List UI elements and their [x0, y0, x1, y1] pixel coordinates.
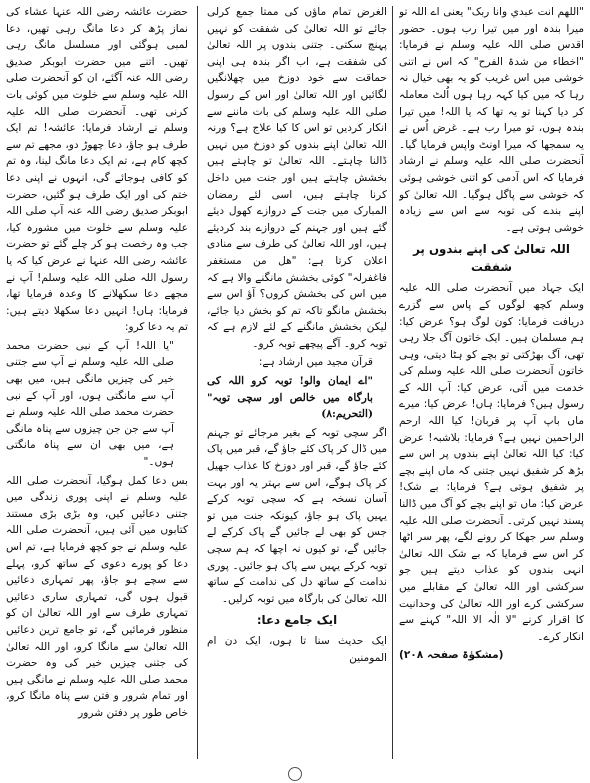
page-number-marker [288, 767, 302, 781]
right-column [399, 4, 584, 765]
paragraph: الغرض تمام ماؤں کی ممتا جمع کرلی جائے تو اللہ تعالیٰ کی شفقت کو نہیں پہنچ سکتی۔ جتنی بندوں پر اللہ تعالیٰ کی شفقت ہے، اب اگر بندہ ہی اپنی حماقت سے خود دوزخ میں چھلانگیں لگائیں اور اللہ تعالیٰ اور اس کے رسول صلی اللہ علیہ وسلم کی بات ماننے سے انکار کردیں تو اس کا کیا علاج ہے؟ ورنہ اللہ تعالیٰ اپنے بندوں کو دوزخ میں نہیں ڈالنا چاہتے۔ اللہ تعالیٰ تو چاہتے ہیں بخشش چاہتے ہیں اور جنت میں داخل کرنا چاہتے ہیں، اسی لئے رمضان المبارک میں جنت کے دروازے کھول دیئے گئے ہیں اور جہنم کے دروازے بند کردیئے ہیں، اور اللہ تعالیٰ کی طرف سے منادی اعلان کرتا ہے: "ھل من مستغفر فاغفرلہ" کوئی بخشش مانگنے والا ہے کہ میں اس کی بخشش کروں؟ آؤ اس سے بخشش مانگو تاکہ تم کو بخش دیا جائے، لیکن بخشش مانگنے کے لئے لازم ہے کہ توبہ کرو۔ آگے پیچھے توبہ کرو۔ [207, 6, 387, 350]
middle-column [207, 4, 387, 765]
paragraph: "اللهم انت عبدي وانا ربک" یعنی اے اللہ تو میرا بندہ اور میں تیرا رب ہوں۔ حضور اقدس صلی اللہ علیہ وسلم نے فرمایا: "اخطاء من شدۃ الفرح" کہ اس نے اتنی خوشی میں اس غریب کو یہ بھی خیال نہ رہا کہ میں کیا کہہ رہا ہوں اُلٹ معاملہ کر دیا کہنا تو یہ تھا کہ یا اللہ! میں تیرا بندہ ہوں، تو میرا رب ہے۔ غرض اُس نے یہ سمجھا کہ میرا اونٹ واپس فرمایا گیا۔ آنحضرت صلی اللہ علیہ وسلم نے ارشاد فرمایا کہ اس آدمی کو اتنی خوشی ہوئی کہ خوشی سے پاگل ہوگیا۔ اللہ تعالیٰ کو اپنے بندے کی توبہ سے اس سے زیادہ خوشی ہوتی ہے۔ [399, 6, 584, 234]
column-divider [197, 6, 198, 759]
column-divider [392, 6, 393, 759]
paragraph: قرآن مجید میں ارشاد ہے: [258, 356, 373, 369]
dua-quote: "یا اللہ! آپ کے نبی حضرت محمد صلی اللہ علیہ وسلم نے آپ سے جتنی خیر کی چیزیں مانگی ہیں، میں بھی آپ سے مانگتی ہوں، اور آپ کے نبی حضرت محمد صلی اللہ علیہ وسلم نے آپ سے جن جن چیزوں سے پناہ مانگی ہے، میں بھی ان سے پناہ مانگتی ہوں۔" [6, 339, 174, 469]
paragraph: اگر سچی توبہ کے بغیر مرجائے تو جہنم میں ڈال کر پاک کئے جاؤ گے، قبر میں پاک کئے جاؤ گے، قبر اور دوزخ کا عذاب جھیل کر پاک ہوگے، اس سے بہتر یہ اور بہت آسان نسخہ ہے کہ سچی توبہ کرکے یہیں پاک ہو جاؤ، کیونکہ جنت میں تو جس کو بھی لے جائیں گے پاک کرکے لے جائیں گے، تو کیوں نہ اچھا کہ ہم سچی توبہ کرکے یہیں سے پاک ہو جائیں۔ پوری ندامت کے ساتھ دل کی ندامت کے ساتھ اللہ تعالیٰ کی بارگاہ میں توبہ کرلیں۔ [207, 426, 387, 605]
paragraph: ایک جہاد میں آنحضرت صلی اللہ علیہ وسلم کچھ لوگوں کے پاس سے گزرے دریافت فرمایا: کون لوگ ہو؟ عرض کیا: ہم مسلمان ہیں۔ ایک خاتون آگ جلا رہی تھی، آگ بھڑکتی تو بچے کو ہٹا دیتی، وہی خاتون آنحضرت صلی اللہ علیہ وسلم کی خدمت میں آئی، عرض کیا: آپ اللہ کے رسول ہیں؟ فرمایا: ہاں! عرض کیا: میرے ماں باپ آپ پر قربان! کیا اللہ ارحم الراحمین نہیں ہے؟ فرمایا: بلاشبہ! عرض کیا: کیا اللہ تعالیٰ اپنے بندوں پر اس سے بڑھ کر شفیق نہیں جتنی کہ ماں اپنے بچے پر شفیق ہوتی ہے؟ فرمایا: بے شک! عرض کیا: ماں تو اپنے بچے کو آگ میں ڈالنا پسند نہیں کرتی۔ آنحضرت صلی اللہ علیہ وسلم سر جھکا کر رونے لگے، پھر سر اٹھا کر اس سے فرمایا کہ بے شک اللہ تعالیٰ انہی بندوں کو عذاب دیتے ہیں جو سرکشی اور اللہ تعالیٰ کے مقابلے میں سرکشی کرے اور اللہ تعالیٰ کی وحدانیت کا اقرار کرنے "لا الٰہ الا اللہ" کہنے سے انکار کرے۔ [399, 282, 584, 643]
quran-quote: "اے ایمان والو! توبہ کرو اللہ کی بارگاہ میں خالص اور سچی توبہ" (التحریم:۸) [207, 375, 373, 421]
section-heading: اللہ تعالیٰ کی اپنے بندوں پر شفقت [413, 242, 570, 275]
paragraph: ایک حدیث سنا تا ہوں، ایک دن ام المومنین [207, 635, 387, 664]
reference: (مشکوٰۃ صفحہ ۲۰۸) [399, 649, 504, 662]
left-column [6, 4, 188, 765]
section-heading: ایک جامع دعا: [256, 613, 338, 628]
paragraph: حضرت عائشہ رضی اللہ عنہا عشاء کی نماز پڑھ کر دعا مانگ رہی تھیں، دعا لمبی ہوگئی اور مسلسل مانگ رہی تھیں۔ اتنے میں حضرت ابوبکر صدیق رضی اللہ عنہ آگئے، ان کو آنحضرت صلی اللہ علیہ وسلم سے خلوت میں کوئی بات کرنی تھی۔ آنحضرت صلی اللہ علیہ وسلم نے ارشاد فرمایا: عائشہ! تم ایک طرف ہو جاؤ، دعا چھوڑ دو، مجھے تم سے کچھ کام ہے، تم ایک دعا مانگ لینا، وہ تم کو کافی ہوجائے گی، انہوں نے اپنی دعا ختم کی اور ایک طرف ہو گئیں، حضرت ابوبکر صدیق رضی اللہ عنہ آپ صلی اللہ علیہ وسلم سے خلوت میں مشورہ کیا، جب وہ رخصت ہو کر چلے گئے تو حضرت عائشہ رضی اللہ عنہا نے عرض کیا کہ یا رسول اللہ صلی اللہ علیہ وسلم! آپ نے مجھے دعا سکھلانے کا وعدہ فرمایا تھا، فرمایا: ہاں! انہیں دعا سکھلا دیتے ہیں: تم یہ دعا کرو: [6, 6, 188, 334]
paragraph: بس دعا کمل ہوگیا، آنحضرت صلی اللہ علیہ وسلم نے اپنی پوری زندگی میں جتنی دعائیں کیں، وہ بڑی بڑی مستند کتابوں میں آئی ہیں، آنحضرت صلی اللہ علیہ وسلم نے جو کچھ فرمایا ہے، تم اس دعا کو پورے دعوی کے ساتھ کرو، پہلے سے سچے ہو جاؤ، پھر تمہاری دعائیں قبول ہوں گی، تمہاری ساری دعائیں تمہاری طرف سے اور اللہ تعالیٰ ان کو منظور فرمائیں گے، تو جامع ترین دعائیں اللہ تعالیٰ سے مانگا کرو، اور اللہ تعالیٰ کی جتنی چیزیں خیر کی وہ حضرت محمد صلی اللہ علیہ وسلم نے مانگی ہیں اور تمام شرور و فتن سے پناہ مانگا کرو، خاص طور پر دفتن شرور [6, 474, 188, 719]
